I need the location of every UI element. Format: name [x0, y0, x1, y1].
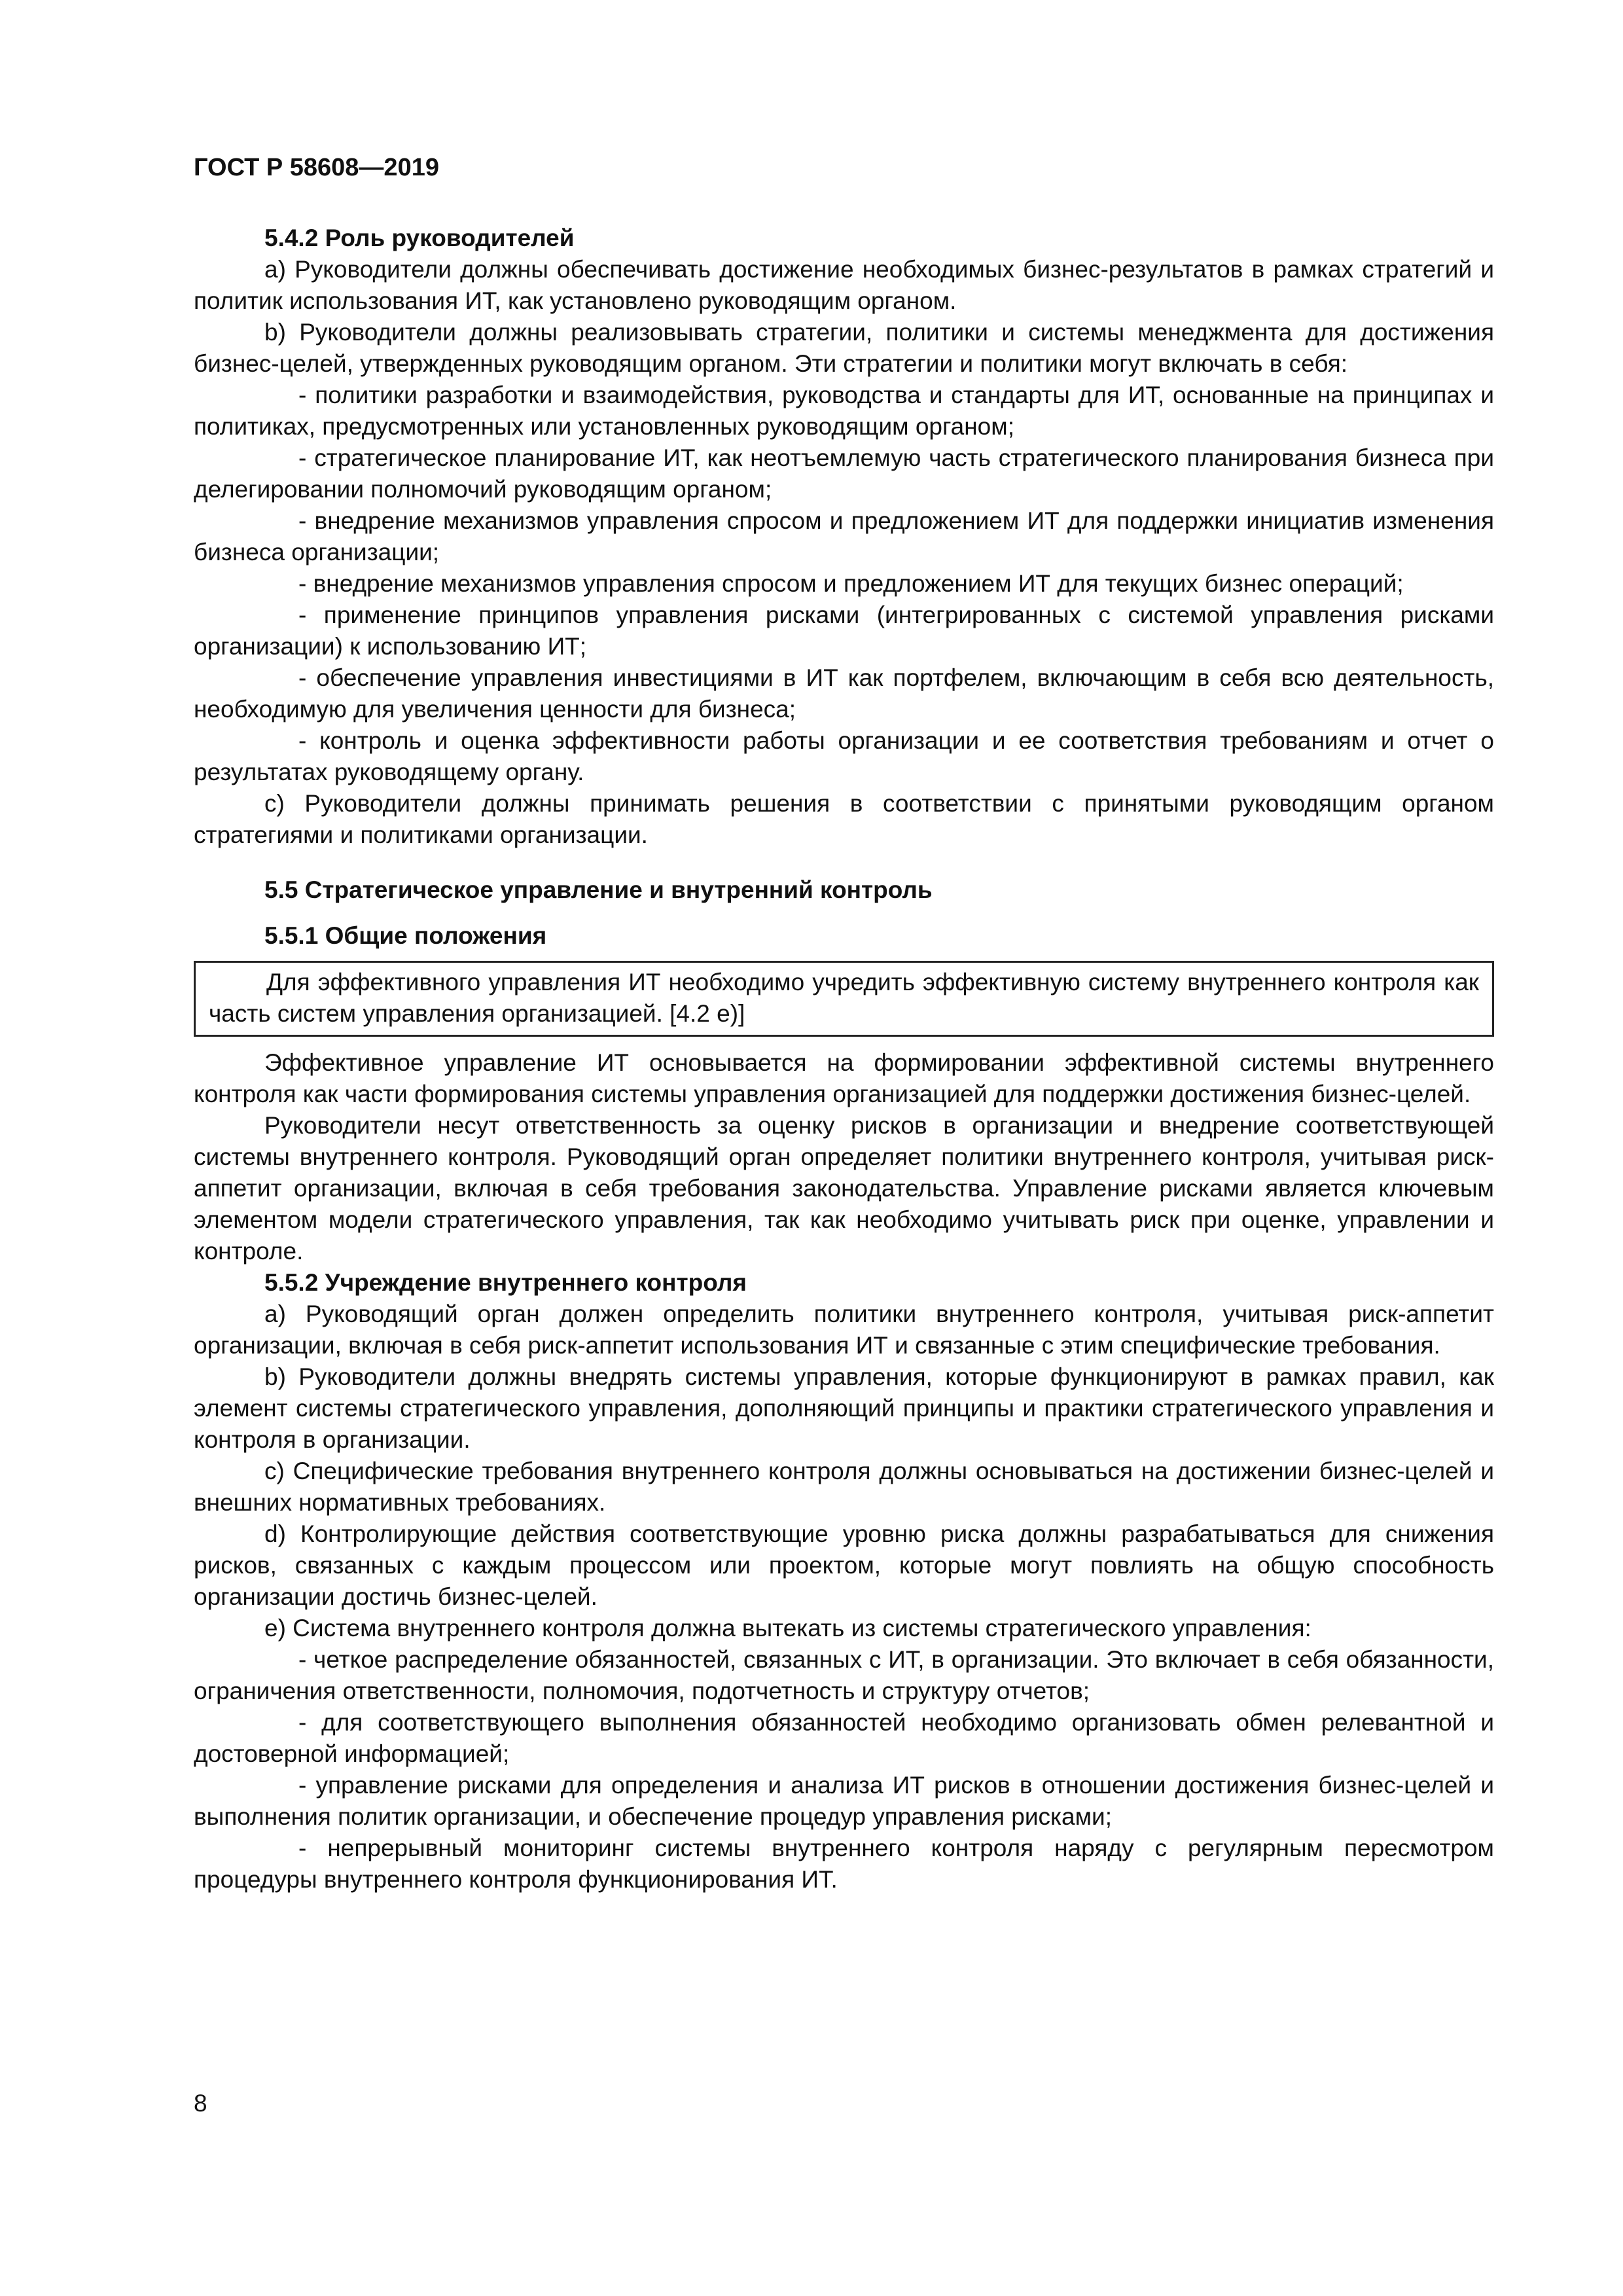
section-5-4-2-heading: 5.4.2 Роль руководителей	[264, 224, 575, 251]
paragraph-5-5-2-b: b) Руководители должны внедрять системы управления, которые функционируют в рамках правил, как элемент системы стратегического управления, дополняющий принципы и практики стратегического управления и контроля в организации.	[194, 1363, 1494, 1453]
list-item: - внедрение механизмов управления спросом и предложением ИТ для текущих бизнес операций;	[298, 570, 1404, 597]
paragraph-5-5-2-c: c) Специфические требования внутреннего контроля должны основываться на достижении бизнес-целей и внешних нормативных требованиях.	[194, 1458, 1494, 1516]
paragraph-5-4-2-a: a) Руководители должны обеспечивать достижение необходимых бизнес-результатов в рамках стратегий и политик использования ИТ, как установлено руководящим органом.	[194, 256, 1494, 314]
paragraph-5-5-1-2: Руководители несут ответственность за оценку рисков в организации и внедрение соответствующей системы внутреннего контроля. Руководящий орган определяет политики внутреннего контроля, учитывая риск-аппетит организации, включая в себя требования законодательства. Управление рисками является ключевым элементом модели стратегического управления, так как необходимо учитывать риск при оценке, управлении и контроле.	[194, 1112, 1494, 1265]
framed-principle-text: Для эффективного управления ИТ необходимо учредить эффективную систему внутреннего контроля как часть систем управления организацией. [4.2 e)]	[209, 969, 1479, 1027]
list-item: - применение принципов управления рисками (интегрированных с системой управления рисками организации) к использованию ИТ;	[194, 601, 1494, 660]
list-item: - управление рисками для определения и анализа ИТ рисков в отношении достижения бизнес-целей и выполнения политик организации, и обеспечение процедур управления рисками;	[194, 1772, 1494, 1830]
list-item: - для соответствующего выполнения обязанностей необходимо организовать обмен релевантной и достоверной информацией;	[194, 1709, 1494, 1767]
list-item: - непрерывный мониторинг системы внутреннего контроля наряду с регулярным пересмотром процедуры внутреннего контроля функционирования ИТ.	[194, 1835, 1494, 1893]
framed-principle-box	[194, 961, 1494, 1037]
paragraph-5-4-2-b: b) Руководители должны реализовывать стратегии, политики и системы менеджмента для достижения бизнес-целей, утвержденных руководящим органом. Эти стратегии и политики могут включать в себя:	[194, 319, 1494, 377]
document-code-header: ГОСТ Р 58608—2019	[194, 154, 439, 181]
list-item: - внедрение механизмов управления спросом и предложением ИТ для поддержки инициатив изменения бизнеса организации;	[194, 507, 1494, 565]
paragraph-5-5-2-e: e) Система внутреннего контроля должна вытекать из системы стратегического управления:	[264, 1615, 1311, 1641]
list-item: - контроль и оценка эффективности работы организации и ее соответствия требованиям и отчет о результатах руководящему органу.	[194, 727, 1494, 785]
list-item: - политики разработки и взаимодействия, руководства и стандарты для ИТ, основанные на принципах и политиках, предусмотренных или установленных руководящим органом;	[194, 382, 1494, 440]
paragraph-5-5-2-d: d) Контролирующие действия соответствующие уровню риска должны разрабатываться для снижения рисков, связанных с каждым процессом или проектом, которые могут повлиять на общую способность организации достичь бизнес-целей.	[194, 1520, 1494, 1610]
section-5-5-2-heading: 5.5.2 Учреждение внутреннего контроля	[264, 1269, 747, 1296]
page-content	[194, 223, 1494, 1895]
section-5-5-1-heading: 5.5.1 Общие положения	[264, 922, 547, 949]
section-5-5-heading: 5.5 Стратегическое управление и внутренний контроль	[264, 876, 933, 903]
list-item: - обеспечение управления инвестициями в ИТ как портфелем, включающим в себя всю деятельность, необходимую для увеличения ценности для бизнеса;	[194, 664, 1494, 723]
list-item: - стратегическое планирование ИТ, как неотъемлемую часть стратегического планирования бизнеса при делегировании полномочий руководящим органом;	[194, 444, 1494, 503]
page-number: 8	[194, 2090, 207, 2117]
paragraph-5-5-1-1: Эффективное управление ИТ основывается на формировании эффективной системы внутреннего контроля как части формирования системы управления организацией для поддержки достижения бизнес-целей.	[194, 1049, 1494, 1107]
list-item: - четкое распределение обязанностей, связанных с ИТ, в организации. Это включает в себя обязанности, ограничения ответственности, полномочия, подотчетность и структуру отчетов;	[194, 1646, 1494, 1704]
paragraph-5-4-2-c: c) Руководители должны принимать решения в соответствии с принятыми руководящим органом стратегиями и политиками организации.	[194, 790, 1494, 848]
paragraph-5-5-2-a: a) Руководящий орган должен определить политики внутреннего контроля, учитывая риск-аппетит организации, включая в себя риск-аппетит использования ИТ и связанные с этим специфические требования.	[194, 1300, 1494, 1359]
